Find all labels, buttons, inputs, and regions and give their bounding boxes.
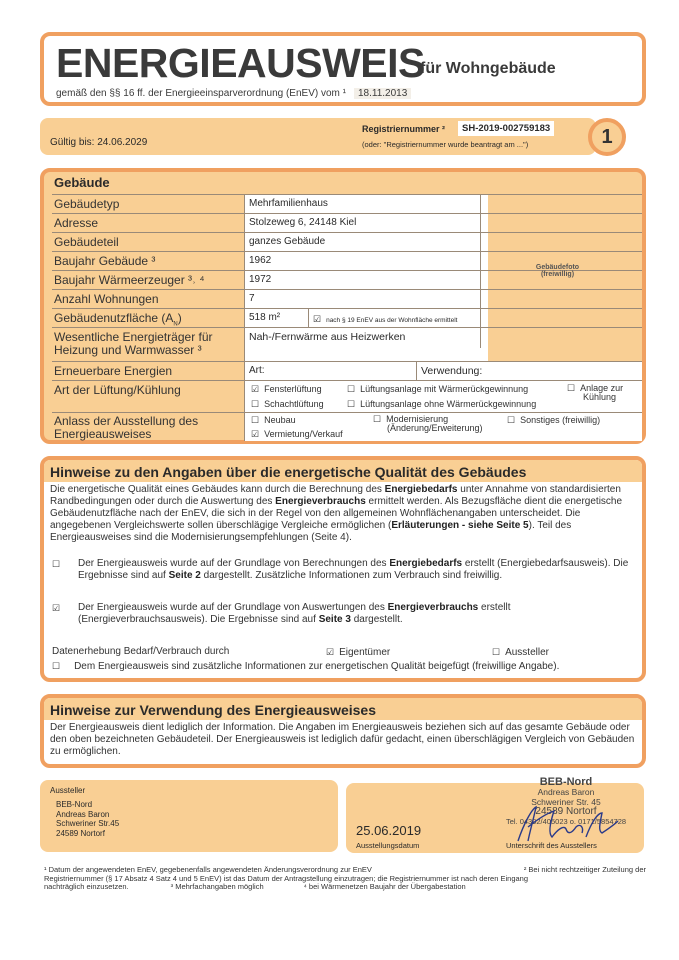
energy-carrier-label: [54, 331, 213, 357]
reason-option-rental-sale[interactable]: [251, 429, 343, 440]
stamp-line: Andreas Baron: [537, 787, 595, 797]
photo-label: Gebäudefoto: [535, 264, 580, 271]
footnote-line: [44, 883, 646, 892]
checkbox-unchecked-icon[interactable]: ☐: [251, 399, 260, 409]
energy-carrier-label-1: Wesentliche Energieträger für: [54, 330, 213, 344]
issuer-line: 24589 Nortorf: [56, 828, 105, 838]
area-label-text: Gebäudenutzfläche (A: [54, 311, 174, 325]
page-number-badge: 1: [588, 118, 626, 156]
reason-option-other[interactable]: [507, 415, 600, 426]
row-label: Gebäudeteil: [54, 235, 119, 249]
row-value: ganzes Gebäude: [244, 233, 488, 252]
text: Der Energieausweis wurde auf der Grundlage von Auswertungen des: [78, 602, 388, 613]
table-row-ventilation: [52, 380, 642, 412]
checkbox-unchecked-icon[interactable]: ☐: [492, 647, 501, 657]
owner-option[interactable]: [326, 646, 390, 659]
row-value: Stolzeweg 6, 24148 Kiel: [244, 214, 488, 233]
issuer-line: BEB-Nord: [56, 800, 93, 809]
checkbox-consumption[interactable]: [52, 602, 65, 615]
ventilation-option-window[interactable]: [251, 384, 322, 395]
registration-bar: [40, 118, 596, 155]
photo-note: (freiwillig): [540, 271, 575, 278]
text-bold: Energieverbrauchs: [275, 496, 366, 507]
footnote-1: ¹ Datum der angewendeten EnEV, gegebenenfalls angewendeten Änderungsverordnung zur EnEV: [44, 865, 372, 874]
ventilation-options: [244, 381, 642, 413]
option-label: Lüftungsanlage mit Wärmerückgewinnung: [360, 384, 529, 394]
text: Die energetische Qualität eines Gebäudes kann durch die Berechnung des: [50, 484, 385, 495]
consumption-option-text: [78, 602, 638, 626]
stamp-line: Tel. 04392/405023 o. 0171/5854728: [505, 817, 627, 826]
registration-note: (oder: "Registriernummer wurde beantragt am ..."): [362, 140, 529, 149]
renewable-type: Art:: [244, 362, 416, 381]
option-label: Schachtlüftung: [264, 399, 324, 409]
registration-number: SH-2019-002759183: [458, 121, 554, 136]
building-section-title: Gebäude: [54, 175, 110, 190]
reason-options: [244, 413, 642, 441]
text: dargestellt.: [350, 614, 403, 625]
area-note: [308, 309, 488, 328]
area-label-end: ): [177, 311, 182, 325]
footnote-text: nachträglich einzusetzen.: [44, 882, 129, 891]
registration-label: Registriernummer ²: [362, 124, 446, 134]
notes-intro: [50, 484, 640, 544]
table-row-renewable: [52, 361, 642, 380]
renewable-label: Erneuerbare Energien: [54, 364, 173, 378]
row-value: 1962: [244, 252, 488, 271]
text-bold: Erläuterungen - siehe Seite 5: [391, 520, 529, 531]
row-label: Baujahr Gebäude ³: [54, 254, 156, 268]
issuer-line: Andreas Baron: [56, 809, 110, 819]
reason-label: [54, 415, 198, 441]
row-label: Adresse: [54, 216, 99, 230]
text: erstellt (Energiebedarfsausweis). Die Ergebnisse sind auf: [78, 558, 629, 581]
text: dargestellt. Zusätzliche Informationen zum Verbrauch sind freiwillig.: [200, 570, 503, 581]
regulation-text: gemäß den §§ 16 ff. der Energieeinsparverordnung (EnEV) vom ¹: [56, 88, 346, 99]
text: ermittelt werden. Als Bezugsfläche dient die energetische Gebäudenutzfläche nach der EnEV, die sich in der Regel von den allgemeinen Wohnflächenangaben unterscheidet. Die angegebenen Vergleichswerte sollen überschlägige Vergleiche ermöglichen (: [50, 496, 623, 531]
footnote-2: ² Bei nicht rechtzeitiger Zuteilung der: [523, 865, 646, 874]
regulation-line: [56, 88, 411, 99]
area-value: 518 m²: [244, 309, 308, 328]
usage-title: Hinweise zur Verwendung des Energieausweises: [50, 702, 377, 718]
text: Der Energieausweis wurde auf der Grundlage von Berechnungen des: [78, 558, 390, 569]
checkbox-checked-icon[interactable]: ☑: [313, 314, 322, 324]
usage-text: Der Energieausweis dient lediglich der Information. Die Angaben im Energieausweis beziehen sich auf das gesamte Gebäude oder den oben bezeichneten Gebäudeteil. Der Energieausweis ist lediglich dafür gedacht, einen überschlägigen Vergleich von Gebäuden zu ermöglichen.: [50, 722, 635, 757]
notes-header: [44, 460, 642, 482]
ventilation-option-no-heat-recovery[interactable]: [347, 399, 536, 410]
checkbox-unchecked-icon[interactable]: ☐: [52, 559, 61, 569]
stamp-line: 24589 Nortorf: [535, 806, 597, 817]
footnote-3: ³ Mehrfachangaben möglich: [170, 882, 264, 891]
table-row-reason: [52, 412, 642, 440]
energy-carrier-value: Nah-/Fernwärme aus Heizwerken: [244, 328, 488, 362]
option-label-2: (Änderung/Erweiterung): [387, 423, 483, 433]
issuer-box: [40, 780, 338, 852]
usage-notes-section: [40, 694, 646, 768]
text: unter Annahme von standardisierten Randbedingungen oder durch die Auswertung des: [50, 484, 621, 507]
option-label: Lüftungsanlage ohne Wärmerückgewinnung: [360, 399, 537, 409]
signature-icon: [514, 803, 624, 845]
row-value: 7: [244, 290, 488, 309]
additional-info-text: Dem Energieausweis sind zusätzliche Informationen zur energetischen Qualität beigefügt (freiwillige Angabe).: [74, 661, 560, 672]
ventilation-option-cooling[interactable]: [567, 384, 623, 402]
checkbox-checked-icon[interactable]: ☑: [251, 384, 260, 394]
issuer-option[interactable]: [492, 646, 549, 659]
energy-quality-notes-section: [40, 456, 646, 682]
signature-label: Unterschrift des Ausstellers: [506, 841, 597, 850]
energy-carrier-label-2: Heizung und Warmwasser ³: [54, 343, 202, 357]
checkbox-unchecked-icon[interactable]: ☐: [251, 415, 260, 425]
text-bold: Energiebedarfs: [389, 558, 463, 569]
text-bold: Energiebedarfs: [384, 484, 458, 495]
issuer-option-label: Aussteller: [505, 647, 549, 658]
row-label: Gebäudetyp: [54, 197, 120, 211]
checkbox-unchecked-icon[interactable]: ☐: [347, 399, 356, 409]
checkbox-unchecked-icon[interactable]: ☐: [347, 384, 356, 394]
footnote-line: Registriernummer (§ 17 Absatz 4 Satz 4 und 5 EnEV) ist das Datum der Antragstellung einzutragen; die Registriernummer ist nach deren Eingang: [44, 873, 529, 883]
demand-option-text: [78, 558, 638, 582]
checkbox-checked-icon[interactable]: ☑: [326, 647, 335, 657]
checkbox-demand[interactable]: [52, 558, 65, 571]
option-label: Modernisierung: [386, 414, 449, 424]
notes-title: Hinweise zu den Angaben über die energetische Qualität des Gebäudes: [50, 464, 527, 480]
owner-label: Eigentümer: [339, 647, 391, 658]
ventilation-option-shaft[interactable]: [251, 399, 324, 410]
text: ). Teil des Energieausweises sind die Modernisierungsempfehlungen (Seite 4).: [50, 520, 572, 543]
checkbox-unchecked-icon[interactable]: ☐: [52, 661, 61, 671]
stamp-line: Schweriner Str. 45: [531, 797, 601, 807]
ventilation-option-heat-recovery[interactable]: [347, 384, 528, 395]
building-photo-placeholder: [480, 194, 634, 348]
option-label: Sonstiges (freiwillig): [520, 415, 601, 425]
building-section: [40, 168, 646, 444]
area-label-sub: N: [173, 321, 178, 328]
stamp-line: BEB-Nord: [539, 776, 593, 788]
row-value: Mehrfamilienhaus: [244, 195, 488, 214]
additional-info-option[interactable]: [52, 660, 642, 673]
valid-until: Gültig bis: 24.06.2029: [50, 137, 148, 148]
option-label-2: Kühlung: [583, 392, 617, 402]
text-bold: Seite 3: [318, 614, 351, 625]
checkbox-unchecked-icon[interactable]: ☐: [507, 415, 516, 425]
data-collection-label: Datenerhebung Bedarf/Verbrauch durch: [52, 646, 230, 657]
issue-date-label: Ausstellungsdatum: [356, 841, 420, 850]
option-label: Fensterlüftung: [264, 384, 322, 394]
issuer-address: [56, 800, 119, 838]
option-label: Vermietung/Verkauf: [264, 429, 343, 439]
reason-label-1: Anlass der Ausstellung des: [54, 414, 199, 428]
issuer-label: Aussteller: [50, 786, 86, 795]
row-label: Anzahl Wohnungen: [54, 292, 159, 306]
reason-option-new[interactable]: [251, 415, 296, 426]
header-box: [40, 32, 646, 106]
checkbox-unchecked-icon[interactable]: ☐: [373, 414, 382, 424]
document-subtitle: für Wohngebäude: [420, 60, 556, 77]
footnotes: [44, 866, 646, 892]
row-value: 1972: [244, 271, 488, 290]
checkbox-checked-icon[interactable]: ☑: [52, 603, 61, 613]
usage-header: [44, 698, 642, 720]
issuer-line: Schweriner Str.45: [56, 819, 120, 828]
text-bold: Seite 2: [168, 570, 201, 581]
ventilation-label: Art der Lüftung/Kühlung: [54, 383, 181, 397]
text: erstellt (Energieverbrauchsausweis). Die Ergebnisse sind auf: [78, 602, 511, 625]
checkbox-checked-icon[interactable]: ☑: [251, 429, 260, 439]
reason-label-2: Energieausweises: [54, 427, 152, 441]
option-label: Neubau: [264, 415, 296, 425]
document-title: ENERGIEAUSWEIS: [56, 40, 425, 86]
text-bold: Energieverbrauchs: [387, 602, 479, 613]
signature-box: [346, 776, 644, 853]
regulation-date: 18.11.2013: [354, 88, 411, 99]
checkbox-unchecked-icon[interactable]: ☐: [567, 383, 576, 393]
option-label: Anlage zur: [580, 383, 624, 393]
footnote-4: ⁴ bei Wärmenetzen Baujahr der Übergabestation: [303, 882, 466, 891]
renewable-use: Verwendung:: [416, 362, 642, 381]
area-note-text: nach § 19 EnEV aus der Wohnfläche ermittelt: [326, 317, 458, 324]
issue-date: 25.06.2019: [356, 823, 422, 838]
reason-option-modernization[interactable]: [373, 415, 483, 433]
row-label: Baujahr Wärmeerzeuger ³˒ ⁴: [54, 273, 205, 287]
